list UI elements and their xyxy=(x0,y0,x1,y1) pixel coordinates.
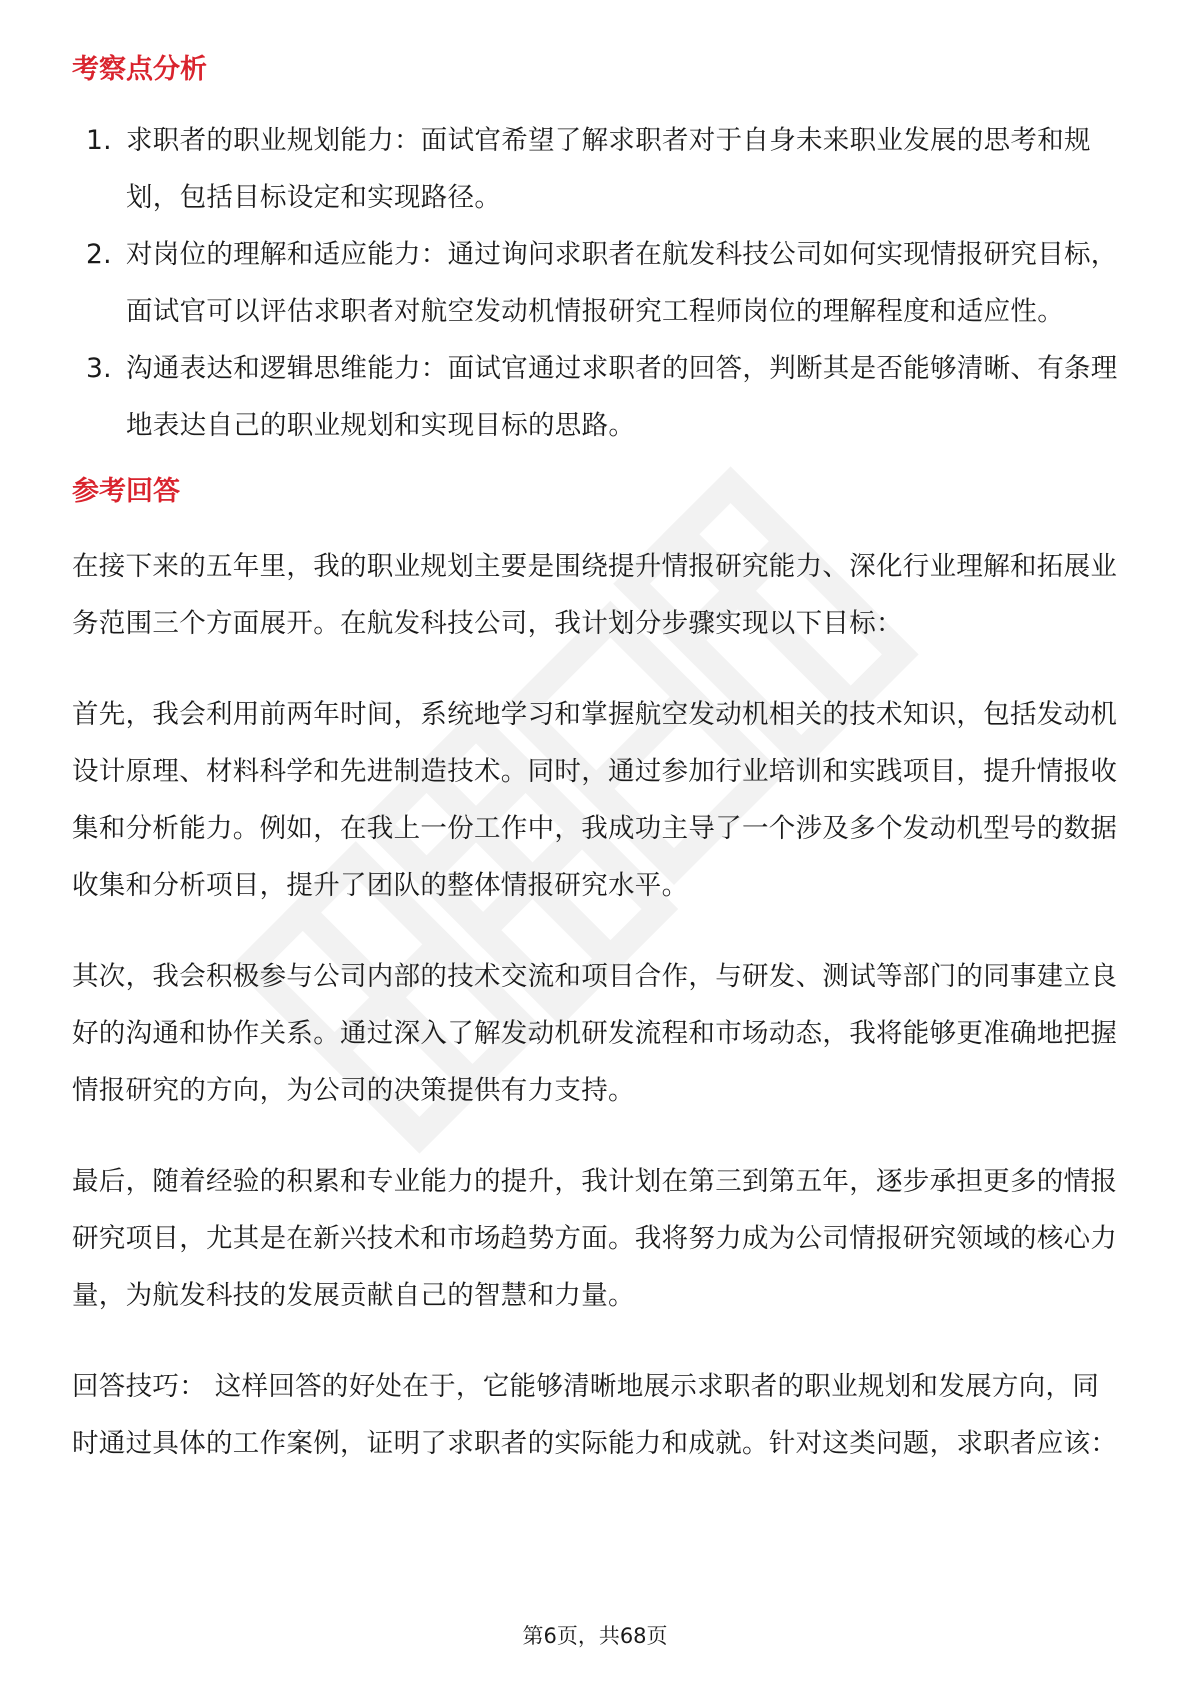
list-item-number: 2. xyxy=(86,239,112,270)
answer-paragraph: 在接下来的五年里，我的职业规划主要是围绕提升情报研究能力、深化行业理解和拓展业务范围三个方面展开。在航发科技公司，我计划分步骤实现以下目标： xyxy=(72,551,1118,639)
list-item-text: 沟通表达和逻辑思维能力：面试官通过求职者的回答，判断其是否能够清晰、有条理地表达自己的职业规划和实现目标的思路。 xyxy=(126,353,1118,441)
list-item-number: 1. xyxy=(86,125,112,156)
answer-tips-paragraph: 回答技巧： 这样回答的好处在于，它能够清晰地展示求职者的职业规划和发展方向，同时通过具体的工作案例，证明了求职者的实际能力和成就。针对这类问题，求职者应该： xyxy=(72,1371,1118,1459)
list-item xyxy=(72,340,1118,454)
document-body xyxy=(72,48,1118,1506)
page-number-footer: 第6页，共68页 xyxy=(522,1624,668,1648)
analysis-points-list xyxy=(72,112,1118,454)
answer-paragraph: 首先，我会利用前两年时间，系统地学习和掌握航空发动机相关的技术知识，包括发动机设计原理、材料科学和先进制造技术。同时，通过参加行业培训和实践项目，提升情报收集和分析能力。例如，在我上一份工作中，我成功主导了一个涉及多个发动机型号的数据收集和分析项目，提升了团队的整体情报研究水平。 xyxy=(72,699,1118,901)
list-item xyxy=(72,226,1118,340)
answer-paragraph: 最后，随着经验的积累和专业能力的提升，我计划在第三到第五年，逐步承担更多的情报研究项目，尤其是在新兴技术和市场趋势方面。我将努力成为公司情报研究领域的核心力量，为航发科技的发展贡献自己的智慧和力量。 xyxy=(72,1166,1118,1311)
list-item-text: 求职者的职业规划能力：面试官希望了解求职者对于自身未来职业发展的思考和规划，包括目标设定和实现路径。 xyxy=(126,125,1091,213)
section-title-reference-answer: 参考回答 xyxy=(72,476,180,507)
list-item-text: 对岗位的理解和适应能力：通过询问求职者在航发科技公司如何实现情报研究目标，面试官可以评估求职者对航空发动机情报研究工程师岗位的理解程度和适应性。 xyxy=(126,239,1118,327)
list-item xyxy=(72,112,1118,226)
section-title-analysis: 考察点分析 xyxy=(72,54,207,85)
answer-paragraph: 其次，我会积极参与公司内部的技术交流和项目合作，与研发、测试等部门的同事建立良好的沟通和协作关系。通过深入了解发动机研发流程和市场动态，我将能够更准确地把握情报研究的方向，为公司的决策提供有力支持。 xyxy=(72,961,1118,1106)
list-item-number: 3. xyxy=(86,353,112,384)
